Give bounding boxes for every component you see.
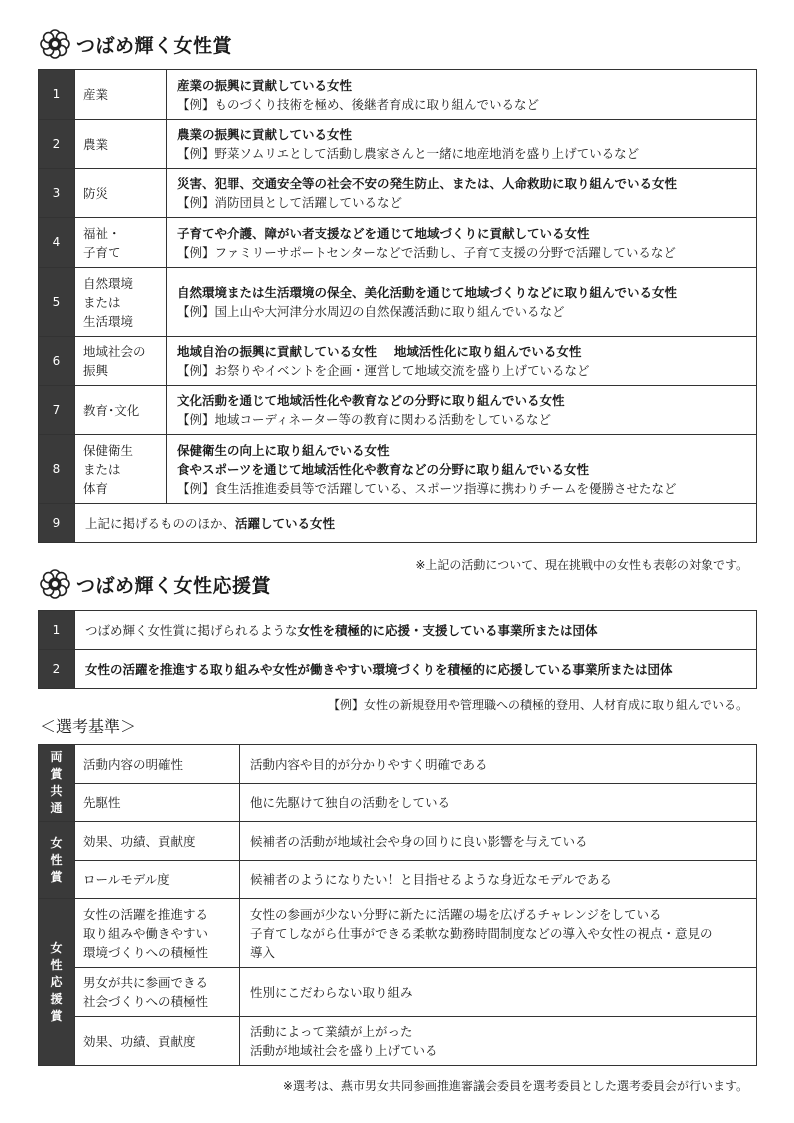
- criteria-item: [75, 822, 240, 861]
- group-label-char: 性: [50, 852, 63, 867]
- criteria-item: [75, 784, 240, 822]
- row-category: [75, 386, 167, 435]
- criteria-item-line: 男女が共に参画できる: [83, 975, 209, 990]
- table-row: [39, 268, 757, 337]
- criteria-group-label: [39, 822, 75, 899]
- row-number: 2: [39, 120, 75, 169]
- criteria-description-line: 候補者の活動が地域社会や身の回りに良い影響を与えている: [250, 833, 588, 849]
- group-label-char: 賞: [50, 767, 63, 781]
- criteria-item-line: 効果、功績、貢献度: [83, 833, 196, 849]
- row-category: [75, 218, 167, 268]
- description-heading: 子育てや介護、障がい者支援などを通じて地域づくりに貢献している女性: [177, 225, 590, 241]
- category-line: 産業: [83, 87, 109, 102]
- row-number: 1: [39, 611, 75, 650]
- criteria-item: [75, 899, 240, 968]
- row-description: [167, 435, 757, 504]
- description-example: 【例】お祭りやイベントを企画・運営して地域交流を盛り上げているなど: [177, 363, 590, 378]
- description-heading: 農業の振興に貢献している女性: [177, 127, 353, 142]
- criteria-description: [240, 861, 757, 899]
- group-label-char: 応: [50, 974, 63, 989]
- award2-table: [38, 610, 757, 689]
- criteria-description-line: 活動内容や目的が分かりやすく明確である: [250, 756, 488, 772]
- criteria-description-line: 活動によって業績が上がった: [250, 1024, 413, 1039]
- criteria-item-line: ロールモデル度: [83, 872, 170, 887]
- description-heading: 地域自治の振興に貢献している女性 地域活性化に取り組んでいる女性: [177, 344, 582, 359]
- award1-table: [38, 69, 757, 543]
- row-description: [167, 218, 757, 268]
- criteria-description: [240, 784, 757, 822]
- criteria-item-line: 先駆性: [83, 795, 121, 810]
- award2-title: つばめ輝く女性応援賞: [76, 574, 272, 597]
- criteria-item-line: 環境づくりへの積極性: [83, 944, 209, 960]
- criteria-group-label: [39, 745, 75, 822]
- row-number: 3: [39, 169, 75, 218]
- row-description: [75, 611, 757, 650]
- category-line: 保健衛生: [83, 442, 134, 458]
- category-line: または: [83, 461, 121, 477]
- table-row: [39, 218, 757, 268]
- row-description: [167, 268, 757, 337]
- group-label-char: 賞: [50, 869, 63, 884]
- description-example: 【例】国上山や大河津分水周辺の自然保護活動に取り組んでいるなど: [177, 304, 565, 319]
- description-heading: 文化活動を通じて地域活性化や教育などの分野に取り組んでいる女性: [177, 393, 565, 408]
- table-row: [39, 504, 757, 543]
- award2-note: 【例】女性の新規登用や管理職への積極的登用、人材育成に取り組んでいる。: [327, 698, 748, 712]
- description-heading: 保健衛生の向上に取り組んでいる女性: [177, 442, 390, 458]
- group-label-char: 援: [50, 991, 63, 1006]
- category-line: または: [83, 294, 121, 310]
- group-label-char: 通: [50, 801, 63, 815]
- row-category: [75, 435, 167, 504]
- category-line: 農業: [83, 136, 109, 152]
- criteria-description: [240, 745, 757, 784]
- group-label-char: 女: [50, 940, 63, 955]
- category-line: 防災: [83, 185, 109, 201]
- criteria-heading: ＜選考基準＞: [40, 717, 137, 736]
- row-number: 8: [39, 435, 75, 504]
- row-description: 女性の活躍を推進する取り組みや女性が働きやすい環境づくりを積極的に応援している事業所または団体: [75, 650, 757, 689]
- criteria-item-line: 取り組みや働きやすい: [83, 925, 209, 941]
- row-description: [75, 504, 757, 543]
- category-line: 福祉・: [83, 225, 121, 241]
- row-category: [75, 337, 167, 386]
- criteria-item-line: 社会づくりへの積極性: [83, 994, 209, 1009]
- award2-heading: [40, 569, 271, 599]
- row-number: 7: [39, 386, 75, 435]
- category-line: 地域社会の: [83, 344, 146, 359]
- category-line: 振興: [83, 363, 109, 378]
- criteria-item: [75, 745, 240, 784]
- criteria-item-line: 効果、功績、貢献度: [83, 1033, 196, 1049]
- row-description: [167, 120, 757, 169]
- criteria-description: [240, 1017, 757, 1066]
- row-category: [75, 70, 167, 120]
- flower-icon: [40, 29, 70, 59]
- table-row: [39, 822, 757, 861]
- criteria-description: [240, 822, 757, 861]
- description-example: 【例】ファミリーサポートセンターなどで活動し、子育て支援の分野で活躍しているなど: [177, 244, 676, 260]
- category-line: 教育･文化: [83, 402, 140, 418]
- criteria-group-label: [39, 899, 75, 1066]
- criteria-description-line: 子育てしながら仕事ができる柔軟な勤務時間制度などの導入や女性の視点・意見の: [250, 925, 713, 941]
- row-description: [167, 386, 757, 435]
- criteria-item-line: 活動内容の明確性: [83, 756, 184, 772]
- group-label-char: 性: [50, 957, 63, 972]
- category-line: 子育て: [83, 244, 121, 260]
- category-line: 体育: [83, 480, 109, 496]
- description-example: 【例】野菜ソムリエとして活動し農家さんと一緒に地産地消を盛り上げているなど: [177, 146, 640, 161]
- description-heading: 災害、犯罪、交通安全等の社会不安の発生防止、または、人命救助に取り組んでいる女性: [177, 176, 678, 191]
- row-number: 4: [39, 218, 75, 268]
- table-row: [39, 650, 757, 689]
- category-line: 自然環境: [83, 275, 134, 291]
- group-label-char: 共: [50, 784, 63, 798]
- row-number: 1: [39, 70, 75, 120]
- row-description: [167, 169, 757, 218]
- group-label-char: 両: [50, 750, 63, 764]
- award2-row1-prefix: つばめ輝く女性賞に掲げられるような: [85, 622, 298, 638]
- criteria-item: [75, 968, 240, 1017]
- award1-note: ※上記の活動について、現在挑戦中の女性も表彰の対象です。: [415, 558, 748, 572]
- table-row: [39, 435, 757, 504]
- description-example: 【例】消防団員として活躍しているなど: [177, 195, 403, 210]
- table-row: [39, 899, 757, 968]
- criteria-item: [75, 1017, 240, 1066]
- table-row: [39, 611, 757, 650]
- row-category: [75, 268, 167, 337]
- category-line: 生活環境: [83, 313, 134, 329]
- table-row: [39, 70, 757, 120]
- group-label-char: 賞: [50, 1008, 63, 1023]
- table-row: [39, 120, 757, 169]
- row-number: 6: [39, 337, 75, 386]
- row-category: [75, 169, 167, 218]
- description-example: 【例】食生活推進委員等で活躍している、スポーツ指導に携わりチームを優勝させたなど: [177, 480, 677, 496]
- award1-heading: [40, 29, 232, 59]
- table-row: [39, 169, 757, 218]
- table-row: [39, 861, 757, 899]
- row-description: [167, 337, 757, 386]
- table-row: [39, 745, 757, 784]
- criteria-description-line: 導入: [250, 944, 276, 960]
- description-example: 【例】ものづくり技術を極め、後継者育成に取り組んでいるなど: [177, 96, 540, 112]
- award2-row1-bold: 女性を積極的に応援・支援している事業所または団体: [297, 622, 598, 638]
- criteria-description-line: 活動が地域社会を盛り上げている: [250, 1043, 438, 1058]
- row9-prefix: 上記に掲げるもののほか、: [85, 515, 236, 531]
- criteria-description: [240, 968, 757, 1017]
- table-row: [39, 1017, 757, 1066]
- criteria-description-line: 他に先駆けて独自の活動をしている: [250, 795, 451, 810]
- row-number: 9: [39, 504, 75, 543]
- table-row: [39, 337, 757, 386]
- row-number: 5: [39, 268, 75, 337]
- table-row: [39, 784, 757, 822]
- criteria-item: [75, 861, 240, 899]
- row9-bold: 活躍している女性: [235, 515, 336, 531]
- description-heading: 産業の振興に貢献している女性: [177, 77, 353, 93]
- criteria-table: [38, 744, 757, 1066]
- description-example: 【例】地域コーディネーター等の教育に関わる活動をしているなど: [177, 412, 552, 427]
- criteria-description-line: 性別にこだわらない取り組み: [250, 984, 413, 1000]
- group-label-char: 女: [50, 835, 63, 850]
- table-row: [39, 968, 757, 1017]
- award1-title: つばめ輝く女性賞: [76, 34, 233, 57]
- description-heading: 自然環境または生活環境の保全、美化活動を通じて地域づくりなどに取り組んでいる女性: [177, 285, 678, 300]
- table-row: [39, 386, 757, 435]
- criteria-description-line: 女性の参画が少ない分野に新たに活躍の場を広げるチャレンジをしている: [250, 906, 662, 922]
- description-heading: 食やスポーツを通じて地域活性化や教育などの分野に取り組んでいる女性: [177, 461, 590, 477]
- flower-icon: [40, 569, 70, 599]
- row-category: [75, 120, 167, 169]
- criteria-item-line: 女性の活躍を推進する: [83, 906, 209, 922]
- row-number: 2: [39, 650, 75, 689]
- criteria-description-line: 候補者のようになりたい！と目指せるような身近なモデルである: [250, 872, 612, 887]
- criteria-description: [240, 899, 757, 968]
- criteria-footnote: ※選考は、燕市男女共同参画推進審議会委員を選考委員とした選考委員会が行います。: [282, 1079, 748, 1093]
- row-description: [167, 70, 757, 120]
